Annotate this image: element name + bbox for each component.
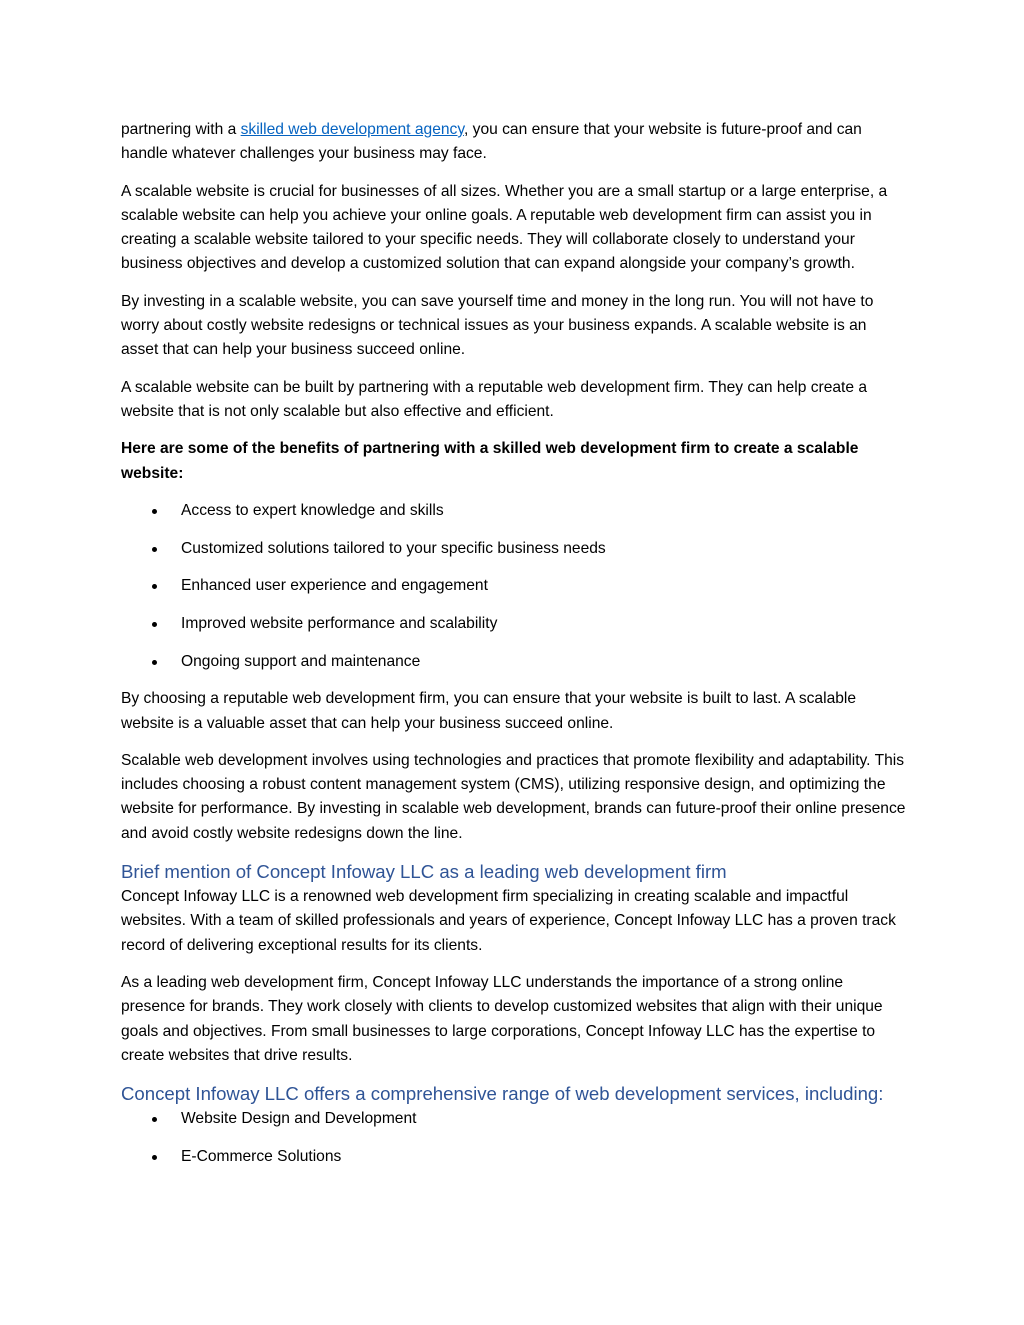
- paragraph-concept-renowned: Concept Infoway LLC is a renowned web development firm specializing in creating scalable and impactful websites. With a team of skilled professionals and years of experience, Concept Infoway LLC has a proven track record of delivering exceptional results for its clients.: [121, 888, 896, 954]
- benefit-text: Improved website performance and scalability: [181, 614, 498, 632]
- benefit-text: Customized solutions tailored to your specific business needs: [181, 539, 606, 557]
- document-page: [121, 118, 907, 1183]
- benefits-list: [121, 499, 907, 674]
- paragraph-investing: By investing in a scalable website, you can save yourself time and money in the long run. You will not have to worry about costly website redesigns or technical issues as your business expands. A scalable website is an asset that can help your business succeed online.: [121, 292, 874, 359]
- list-item: [121, 612, 907, 636]
- benefits-heading: Here are some of the benefits of partnering with a skilled web development firm to create a scalable website:: [121, 440, 859, 482]
- intro-paragraph: [121, 118, 907, 167]
- paragraph-choosing-firm: By choosing a reputable web development firm, you can ensure that your website is built to last. A scalable website is a valuable asset that can help your business succeed online.: [121, 690, 857, 732]
- bullet-icon: [152, 1117, 157, 1122]
- paragraph-concept-leading: As a leading web development firm, Concept Infoway LLC understands the importance of a strong online presence for brands. They work closely with clients to develop customized websites that align with their unique goals and objectives. From small businesses to large corporations, Concept Infoway LLC has the expertise to create websites that drive results.: [121, 973, 883, 1064]
- paragraph-partnering: A scalable website can be built by partnering with a reputable web development firm. They can help create a website that is not only scalable but also effective and efficient.: [121, 378, 868, 420]
- bullet-icon: [152, 1155, 157, 1160]
- list-item: [121, 1107, 907, 1131]
- benefit-text: Access to expert knowledge and skills: [181, 501, 444, 519]
- benefit-text: Ongoing support and maintenance: [181, 652, 421, 670]
- bullet-icon: [152, 660, 157, 665]
- list-item: [121, 499, 907, 523]
- service-text: Website Design and Development: [181, 1110, 417, 1128]
- services-list: [121, 1107, 907, 1169]
- paragraph-scalable-crucial: A scalable website is crucial for businesses of all sizes. Whether you are a small startup or a large enterprise, a scalable website can help you achieve your online goals. A reputable web development firm can assist you in creating a scalable website tailored to your specific needs. They will collaborate closely to understand your business objectives and develop a customized solution that can expand alongside your company’s growth.: [121, 182, 888, 273]
- list-item: [121, 574, 907, 598]
- list-item: [121, 1145, 907, 1169]
- intro-text-after: , you can ensure that your website is future-proof and can handle whatever challenges your business may face.: [121, 121, 862, 163]
- bullet-icon: [152, 509, 157, 514]
- bullet-icon: [152, 584, 157, 589]
- list-item: [121, 537, 907, 561]
- skilled-agency-link[interactable]: skilled web development agency: [240, 121, 464, 138]
- bullet-icon: [152, 547, 157, 552]
- intro-text-before: partnering with a: [121, 121, 241, 138]
- section-heading-concept-infoway: Brief mention of Concept Infoway LLC as a leading web development firm: [121, 861, 727, 883]
- list-item: [121, 650, 907, 674]
- section-heading-services: Concept Infoway LLC offers a comprehensive range of web development services, including:: [121, 1083, 884, 1105]
- service-text: E-Commerce Solutions: [181, 1147, 342, 1165]
- paragraph-scalable-dev: Scalable web development involves using technologies and practices that promote flexibility and adaptability. This includes choosing a robust content management system (CMS), utilizing responsive design, and optimizing the website for performance. By investing in scalable web development, brands can future-proof their online presence and avoid costly website redesigns down the line.: [121, 751, 906, 842]
- bullet-icon: [152, 622, 157, 627]
- benefit-text: Enhanced user experience and engagement: [181, 577, 488, 595]
